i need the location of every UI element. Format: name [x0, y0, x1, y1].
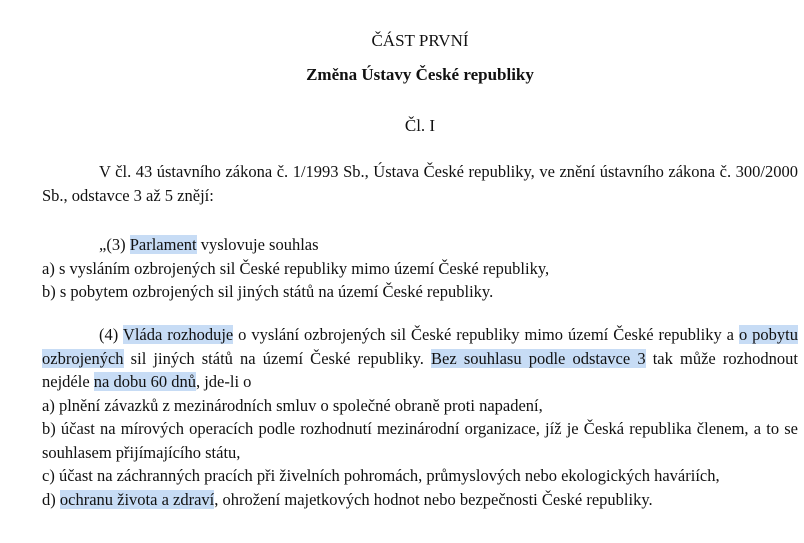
paragraph-4-item-c: c) účast na záchranných pracích při živelních pohromách, průmyslových nebo ekologických haváriích, [42, 466, 720, 485]
paragraph-3-number: „(3) [99, 235, 130, 254]
paragraph-3-item-b: b) s pobytem ozbrojených sil jiných států na území České republiky. [42, 282, 494, 301]
law-title: Změna Ústavy České republiky [306, 65, 534, 84]
paragraph-3-text: vyslovuje souhlas [196, 235, 319, 254]
paragraph-4-text-1: o vyslání ozbrojených sil České republiky mimo území České republiky a [233, 325, 739, 344]
highlight-vlada-rozhoduje: Vláda rozhoduje [122, 325, 234, 344]
part-heading: ČÁST PRVNÍ [371, 31, 469, 50]
paragraph-4-number: (4) [99, 325, 123, 344]
paragraph-4-text-3: tak může rozhodnout nejdéle [42, 348, 798, 391]
paragraph-4-item-a: a) plnění závazků z mezinárodních smluv o společné obraně proti napadení, [42, 395, 543, 415]
paragraph-3 [42, 233, 798, 304]
paragraph-4-text-4: , jde-li o [195, 372, 252, 391]
paragraph-3-item-a: a) s vysláním ozbrojených sil České republiky mimo území České republiky, [42, 258, 550, 278]
paragraph-4-lead [42, 323, 798, 394]
item-d-prefix: d) [42, 489, 60, 509]
paragraph-4-item-d [42, 488, 798, 512]
paragraph-4-item-b: b) účast na mírových operacích podle rozhodnutí mezinárodní organizace, jíž je Česká republika členem, a to se souhlasem přijímajícího státu, [42, 419, 798, 462]
paragraph-4-text-2: sil jiných států na území České republiky. [123, 348, 432, 368]
article-heading: Čl. I [404, 116, 436, 135]
highlight-ochranu-zivota: ochranu života a zdraví [59, 489, 215, 509]
highlight-parlament: Parlament [129, 235, 197, 254]
highlight-bez-souhlasu: Bez souhlasu podle odstavce 3 [431, 348, 646, 368]
paragraph-3-lead [42, 233, 798, 257]
item-d-text: , ohrožení majetkových hodnot nebo bezpečnosti České republiky. [214, 489, 653, 509]
intro-paragraph: V čl. 43 ústavního zákona č. 1/1993 Sb., Ústava České republiky, ve znění ústavního zákona č. 300/2000 Sb., odstavce 3 až 5 znějí: [42, 162, 798, 205]
paragraph-4 [42, 323, 798, 511]
highlight-o-pobytu: o pobytu ozbrojených [42, 325, 798, 368]
highlight-na-dobu-60-dnu: na dobu 60 dnů [93, 372, 196, 391]
